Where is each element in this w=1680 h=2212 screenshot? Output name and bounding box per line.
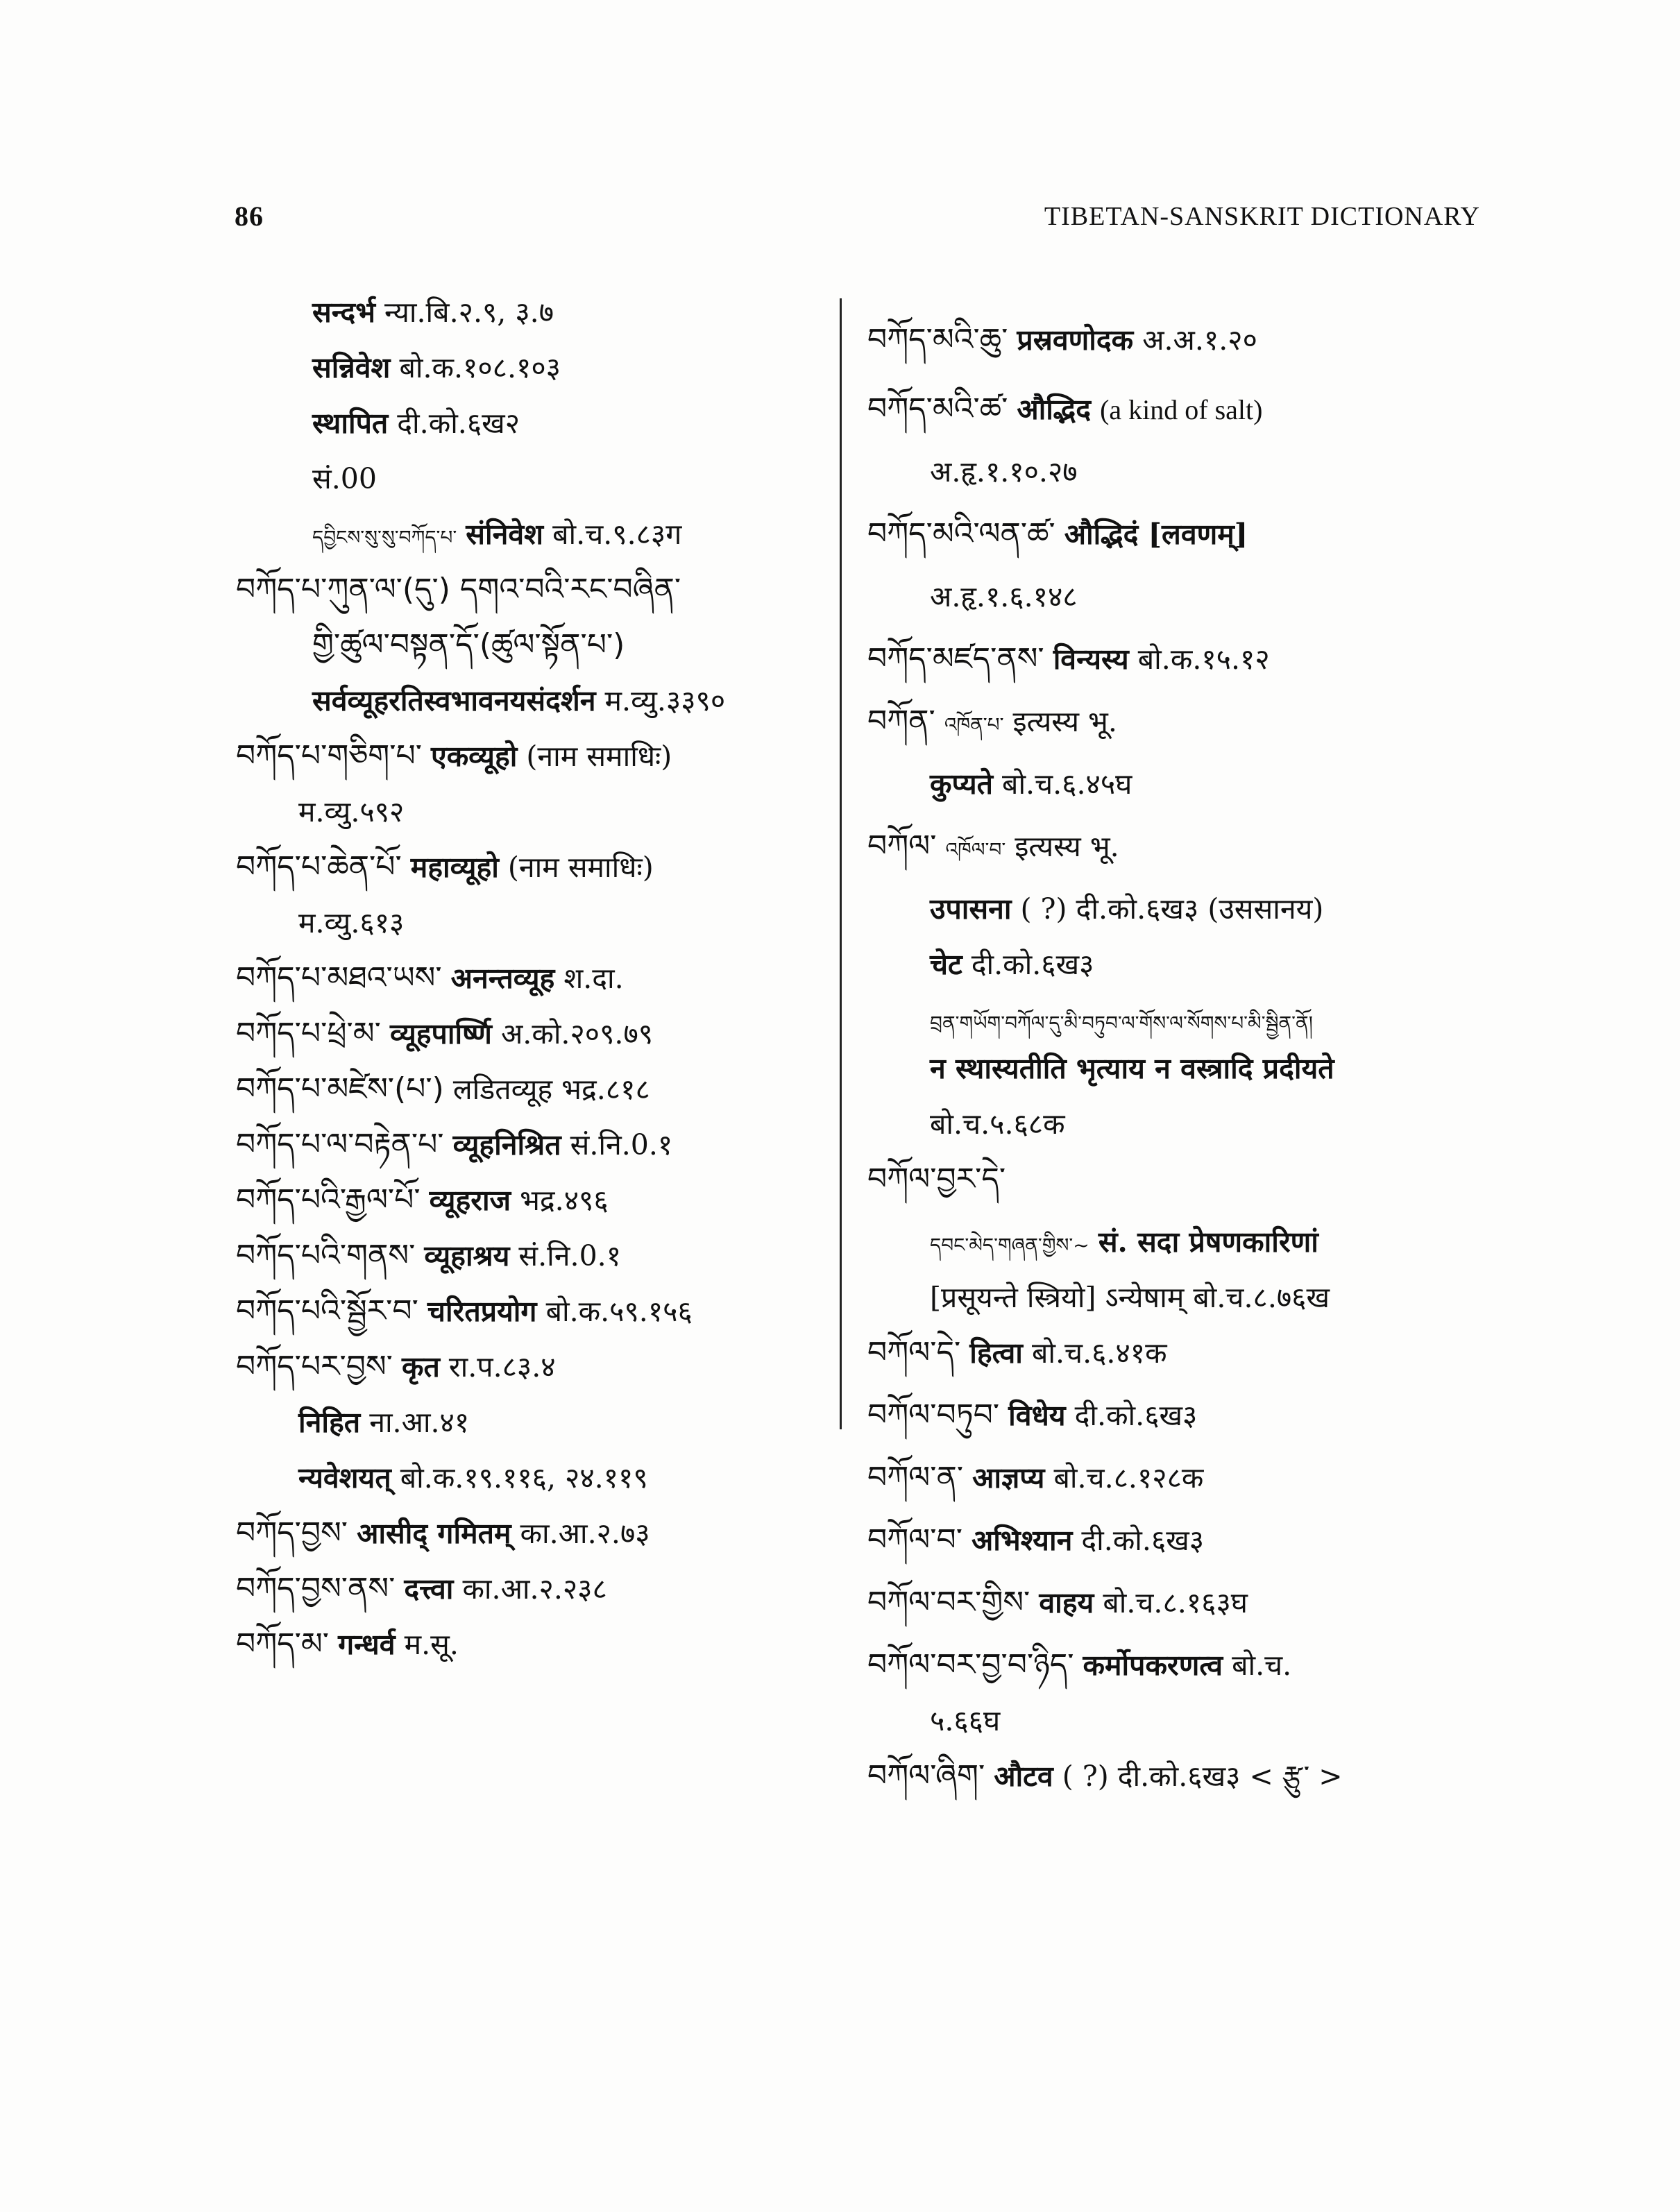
reference: अ.को.२०९.७९ [500,1017,654,1050]
headword-line [236,569,681,613]
tibetan-headword: བཀོལ་ན་ [867,1460,964,1495]
reference: म.व्यु.५९२ [298,795,405,828]
entry-line [298,1402,469,1446]
reference: (नाम समाधिः) [507,851,654,884]
reference: बो.च.८.१६३घ [1103,1586,1248,1619]
headword-line [867,1520,1204,1564]
reference: लडितव्यूह भद्र.८१८ [452,1073,650,1106]
headword-line [867,1332,1167,1377]
sanskrit-term: सन्निवेश [312,351,391,384]
headword-line [236,958,624,1002]
tibetan-phrase: དབང་མེད་གཞན་གྱིས་~ [930,1234,1089,1257]
sanskrit-term: उपासना [930,892,1012,926]
reference: (a kind of salt) [1100,394,1263,425]
entry-line [930,1048,1334,1092]
tibetan-headword: བཀོད་པར་བྱས་ [236,1349,393,1384]
entry-line [312,458,377,502]
tibetan-headword: བཀོད་བྱས་ [236,1515,348,1551]
sanskrit-term: व्यूहपार्ष्णि [389,1017,492,1050]
headword-line [236,846,654,891]
entry-line [930,944,1094,988]
headword-line [867,638,1270,683]
sanskrit-term: कर्मोपकरणत्व [1083,1649,1223,1682]
reference: म.सू. [404,1628,459,1661]
tibetan-headword: བཀོལ་བར་བྱ་བ་ཉིད་ [867,1647,1074,1683]
reference: बो.क.१५.१२ [1137,643,1270,676]
reference: न्या.बि.२.९, ३.७ [384,296,554,329]
headword-line [867,1159,1006,1203]
tibetan-headword: གྱི་ཚུལ་བསྟན་དོ་(ཚུལ་སྟོན་པ་) [312,627,625,663]
sanskrit-term: औद्भिदं [लवणम्] [1064,518,1248,551]
entry-line [930,888,1323,933]
sanskrit-term: सं. सदा प्रेषणकारिणां [1098,1225,1318,1259]
entry-line [930,1221,1318,1266]
sanskrit-term: चेट [930,948,962,981]
headword-line [312,624,625,669]
tibetan-headword: བཀོད་མའི་ལན་ཚ་ [867,516,1055,552]
headword-line [867,319,1257,364]
reference: बो.क.५९.१५६ [545,1295,693,1328]
sanskrit-term: व्यूहनिश्रित [452,1128,561,1162]
sanskrit-term: निहित [298,1406,361,1439]
reference: श.दा. [563,962,624,995]
reference: सं.00 [312,462,377,495]
entry-line [298,902,404,946]
sanskrit-term: हित्वा [969,1336,1023,1370]
sanskrit-term: वाहय [1039,1586,1094,1619]
sanskrit-term: आज्ञप्य [972,1461,1045,1495]
reference: अ.हृ.१.१०.२७ [930,455,1078,488]
sanskrit-term: आसीद् गमितम् [357,1517,511,1550]
sanskrit-term: चरितप्रयोग [427,1295,537,1328]
sanskrit-term: कृत [401,1350,440,1384]
reference: ( ?) दी.को.६ख३ (उससानय) [1020,892,1324,926]
reference: दी.को.६ख३ [1081,1524,1205,1557]
sanskrit-term: प्रस्रवणोदक [1017,323,1134,357]
reference: बो.च.९.८३ग [552,518,682,551]
reference: दी.को.६ख३ [1074,1399,1198,1432]
tibetan-headword: བཀོད་པའི་སྦྱོར་བ་ [236,1293,418,1329]
entry-line [930,451,1078,495]
reference: भद्र.४९६ [520,1184,609,1217]
entry-line [312,680,725,724]
reference: [प्रसूयन्ते स्त्रियो] ऽन्येषाम् बो.च.८.७६ख [930,1281,1330,1314]
reference: म.व्यु.३३९० [604,684,726,717]
tibetan-headword: བཀོལ་ཞིག་ [867,1758,985,1794]
reference: बो.च. [1232,1649,1292,1682]
entry-line [930,1103,1065,1148]
tibetan-phrase: དབྱིངས་སུ་སུ་བཀོད་པ་ [312,526,457,549]
headword-line [867,513,1248,558]
reference: का.आ.२.२३८ [462,1572,607,1606]
tibetan-headword: བཀོན་ [867,704,935,739]
sanskrit-term: औटव [994,1760,1053,1793]
sanskrit-term: अभिश्यान [971,1524,1073,1557]
tibetan-headword: བཀོད་པ་ཆེན་པོ་ [236,849,402,885]
tibetan-headword: བཀོད་པ་མཛེས་(པ་) [236,1071,444,1107]
tibetan-headword: བཀོལ་བ་ [867,1522,962,1558]
sanskrit-term: सर्वव्यूहरतिस्वभावनयसंदर्शन [312,684,596,717]
tibetan-headword: བཀོད་བྱས་ནས་ [236,1571,396,1606]
reference: सं.नि.0.१ [570,1128,673,1162]
sanskrit-term: संनिवेश [466,518,544,551]
tibetan-headword: བཀོད་མའི་ཚ་ [867,391,1008,427]
reference: बो.च.६.४५घ [1002,767,1132,801]
tibetan-headword: བཀོད་པ་མཐའ་ཡས་ [236,960,442,996]
entry-line [930,576,1078,620]
reference: बो.च.५.६८क [930,1107,1065,1141]
reference: म.व्यु.६१३ [298,906,405,939]
tibetan-headword: བཀོད་པའི་རྒྱལ་པོ་ [236,1182,421,1218]
headword-line [236,1235,621,1279]
reference: दी.को.६ख३ [971,948,1094,981]
headword-line [236,1124,672,1168]
sanskrit-term: व्यूहराज [429,1184,511,1217]
tibetan-headword: བཀོད་པ་ཕྲེ་མ་ [236,1016,381,1051]
headword-line [867,1395,1197,1439]
tibetan-headword: བཀོལ་དེ་ [867,1335,961,1370]
sanskrit-term: कुप्यते [930,767,993,801]
reference: दी.को.६ख२ [397,407,520,440]
running-title: TIBETAN-SANSKRIT DICTIONARY [1044,202,1480,231]
reference: अ.हृ.१.६.१४८ [930,580,1078,613]
reference: बो.क.१९.११६, २४.११९ [400,1461,648,1495]
headword-line [236,1013,653,1057]
entry-line [930,1277,1330,1321]
reference: बो.च.६.४१क [1031,1336,1167,1370]
sanskrit-term: न्यवेशयत् [298,1461,391,1495]
entry-line [312,347,561,391]
headword-line [867,389,1262,433]
entry-line [312,291,554,336]
headword-line [236,1291,693,1335]
sanskrit-term: गन्धर्व [338,1628,396,1661]
headword-line [236,1346,556,1390]
headword-line [867,1755,1343,1800]
sanskrit-term: विधेय [1008,1399,1066,1432]
headword-line [236,1069,650,1113]
tibetan-headword: བཀོད་པ་གཅིག་པ་ [236,738,422,774]
sanskrit-term: अनन्तव्यूह [450,962,555,995]
column-divider [840,298,842,1429]
reference: ५.६६घ [930,1704,1001,1737]
headword-line [236,735,672,780]
sanskrit-term: विन्यस्य [1053,643,1129,676]
tibetan-headword: བཀོད་པའི་གནས་ [236,1238,416,1273]
reference: इत्यस्य भू. [1012,705,1117,738]
tibetan-phrase: འཁོན་པ་ [944,713,1004,736]
tibetan-phrase: འཁོལ་བ་ [945,838,1006,861]
sanskrit-verse: न स्थास्यतीति भृत्याय न वस्त्रादि प्रदीयते [930,1052,1334,1085]
sanskrit-term: महाव्यूहो [410,851,499,884]
sanskrit-term: एकव्यूहो [431,740,518,773]
reference: इत्यस्य भू. [1015,830,1119,863]
reference: (नाम समाधिः) [526,740,672,773]
entry-line [312,513,681,558]
reference: ( ?) दी.को.६ख३ < རྩུ་ > [1062,1760,1343,1793]
reference: सं.नि.0.१ [518,1239,622,1273]
headword-line [867,1644,1291,1689]
tibetan-headword: བཀོད་མ་ [236,1626,330,1662]
sanskrit-term: औद्भिद [1017,393,1092,426]
tibetan-headword: བཀོལ་བཏུབ་ [867,1397,1000,1433]
tibetan-phrase: བྲན་གཡོག་བཀོལ་དུ་མི་བཏུབ་ལ་གོས་ལ་སོགས་པ་མི་སྦྱིན་ནོ། [930,1012,1313,1035]
reference: रा.प.८३.४ [448,1350,556,1384]
headword-line [236,1568,607,1613]
reference: ना.आ.४१ [369,1406,470,1439]
page-number: 86 [235,201,264,232]
entry-line [312,402,520,447]
headword-line [236,1513,650,1557]
entry-line [930,763,1132,808]
tibetan-headword: བཀོད་མཛད་ནས་ [867,641,1044,677]
sanskrit-term: दत्त्वा [404,1572,454,1606]
reference: अ.अ.१.२० [1142,323,1257,357]
entry-line [298,1457,648,1501]
entry-line [298,791,404,835]
sanskrit-term: सन्दर्भ [312,296,375,329]
headword-line [867,701,1117,745]
tibetan-headword: བཀོད་པ་ལ་བརྟེན་པ་ [236,1127,444,1162]
headword-line [867,1582,1248,1626]
sanskrit-term: स्थापित [312,407,389,440]
reference: बो.च.८.१२८क [1053,1461,1204,1495]
entry-line [930,999,1313,1044]
reference: का.आ.२.७३ [520,1517,650,1550]
headword-line [236,1180,609,1224]
headword-line [236,1624,459,1668]
reference: बो.क.१०८.१०३ [399,351,561,384]
headword-line [867,826,1119,870]
entry-line [930,1700,1000,1744]
sanskrit-term: व्यूहाश्रय [424,1239,510,1273]
tibetan-headword: བཀོད་མའི་ཆུ་ [867,322,1008,357]
headword-line [867,1457,1203,1501]
tibetan-headword: བཀོལ་བྱར་དེ་ [867,1162,1006,1197]
tibetan-headword: བཀོད་པ་ཀུན་ལ་(དུ་) དགའ་བའི་རང་བཞིན་ [236,572,681,607]
tibetan-headword: བཀོལ་བར་གྱིས་ [867,1585,1030,1620]
tibetan-headword: བཀོལ་ [867,828,937,864]
